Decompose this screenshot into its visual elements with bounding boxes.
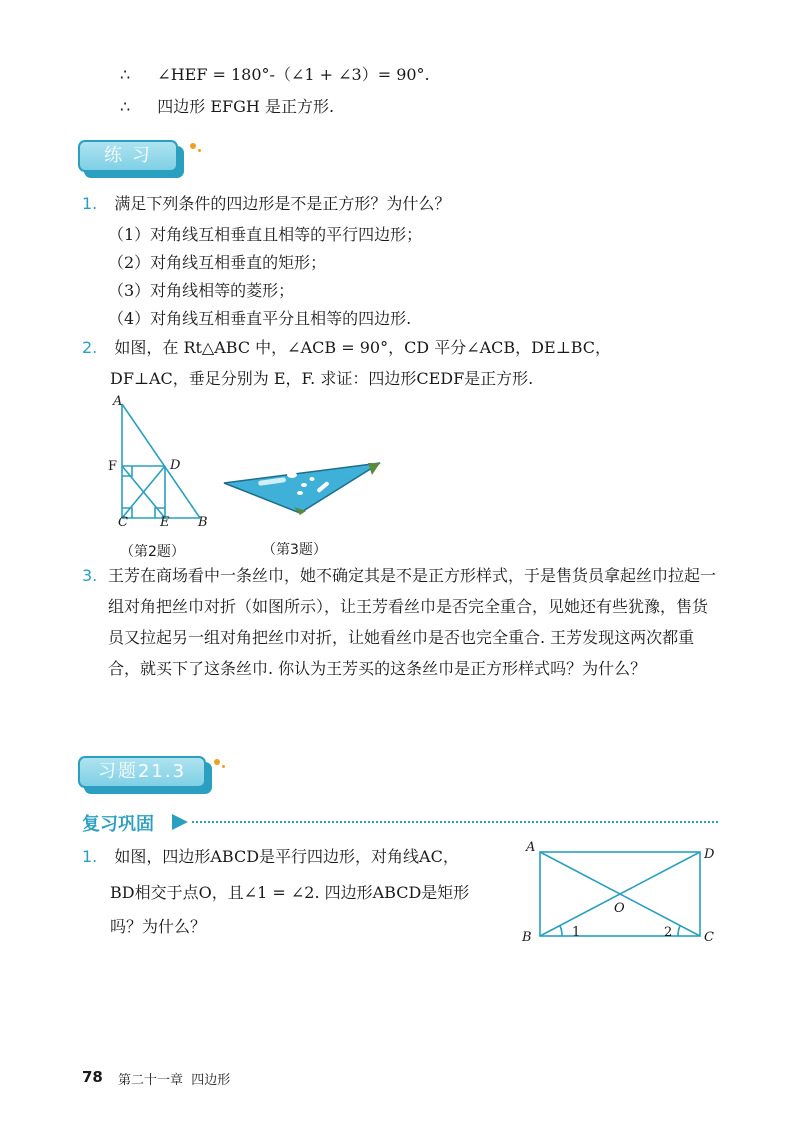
scarf-pattern	[287, 472, 297, 478]
ex-q1-line-2: BD相交于点O，且∠1 = ∠2. 四边形ABCD是矩形	[110, 883, 470, 902]
question-text: 王芳在商场看中一条丝巾，她不确定其是不是正方形样式，于是售货员拿起丝巾拉起一组对角把丝巾对折（如图所示），让王芳看丝巾是否完全重合，见她还有些犹豫，售货员又拉起另一组对角把丝巾对折，让她看丝巾是否也完全重合. 王芳发现这两次都重合，就买下了这条丝巾. 你认为王芳买的这条丝巾是正方形样式吗？为什么？	[108, 566, 717, 678]
page-number: 78	[82, 1068, 103, 1086]
label-d: D	[704, 847, 715, 862]
side-ab	[122, 404, 200, 518]
decor-dot	[222, 765, 225, 768]
practice-title: 练 习	[78, 140, 178, 172]
therefore-symbol: ∴	[120, 65, 131, 84]
question-number: 1.	[82, 194, 98, 213]
therefore-symbol: ∴	[120, 97, 131, 116]
exercise-title: 习题21.3	[78, 756, 206, 788]
play-arrow-icon	[170, 812, 190, 832]
chapter-title: 第二十一章 四边形	[118, 1073, 231, 1088]
scarf-pattern	[301, 483, 307, 487]
label-f: F	[108, 459, 118, 474]
label-o: O	[614, 901, 625, 916]
label-a: A	[526, 840, 536, 855]
angle-2-arc	[678, 926, 680, 936]
figure-2-caption: （第2题）	[120, 544, 185, 560]
decor-dot	[198, 149, 201, 152]
q1-item-2: （2）对角线互相垂直的矩形；	[108, 253, 327, 272]
q1-item-4: （4）对角线互相垂直平分且相等的四边形.	[108, 309, 412, 328]
proof-line-2	[120, 96, 334, 118]
decor-dot	[190, 143, 196, 149]
question-number: 2.	[82, 338, 98, 357]
scarf-pattern	[297, 491, 303, 495]
label-b: B	[198, 515, 208, 530]
proof-text-1: ∠HEF = 180°-（∠1 + ∠3）= 90°.	[157, 65, 430, 84]
scarf-illustration	[220, 455, 390, 520]
section-heading: 复习巩固	[82, 814, 154, 835]
label-b: B	[522, 930, 532, 945]
q2-line-2: DF⊥AC，垂足分别为 E，F. 求证：四边形CEDF是正方形.	[110, 369, 534, 388]
label-angle-1: 1	[572, 925, 581, 940]
scarf-shape	[224, 463, 380, 513]
ex-q1-line-3: 吗？为什么？	[110, 917, 207, 936]
question-text: 满足下列条件的四边形是不是正方形？为什么？	[114, 194, 451, 213]
section-divider	[192, 821, 718, 823]
label-d: D	[170, 458, 181, 473]
question-number: 1.	[82, 847, 98, 866]
q1-item-1: （1）对角线互相垂直且相等的平行四边形；	[108, 225, 423, 244]
scarf-pattern	[310, 477, 315, 481]
q1-item-3: （3）对角线相等的菱形；	[108, 281, 295, 300]
label-angle-2: 2	[664, 925, 673, 940]
label-c: C	[118, 515, 128, 530]
label-a: A	[113, 394, 123, 409]
ex-q1-line-1	[82, 846, 459, 868]
scarf-pattern	[284, 468, 288, 471]
proof-line-1	[120, 64, 430, 86]
figure-3-caption: （第3题）	[262, 542, 327, 558]
question-text: 如图，四边形ABCD是平行四边形，对角线AC，	[114, 847, 459, 866]
q1	[82, 193, 450, 215]
q3	[82, 560, 722, 684]
label-c: C	[704, 930, 714, 945]
proof-text-2: 四边形 EFGH 是正方形.	[157, 97, 335, 116]
rectangle-diagram	[520, 840, 730, 950]
angle-1-arc	[560, 926, 562, 936]
question-number: 3.	[82, 566, 98, 585]
decor-dot	[214, 759, 220, 765]
q2-line-1	[82, 337, 611, 359]
label-e: E	[160, 515, 170, 530]
question-text: 如图，在 Rt△ABC 中，∠ACB = 90°，CD 平分∠ACB，DE⊥BC，	[114, 338, 612, 357]
